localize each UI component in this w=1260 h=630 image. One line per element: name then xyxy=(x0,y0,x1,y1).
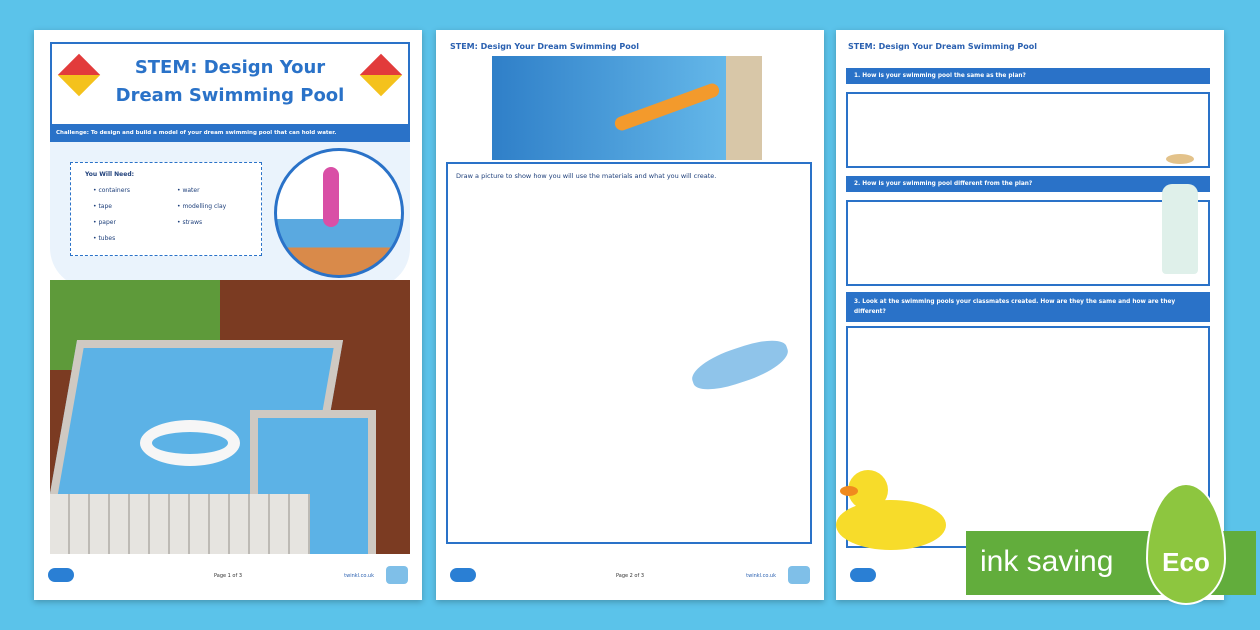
twinkl-logo-icon xyxy=(850,568,876,582)
list-item: • paper xyxy=(93,219,116,226)
quality-badge-icon xyxy=(386,566,408,584)
unicorn-float-icon xyxy=(140,420,240,466)
duck-ring xyxy=(836,500,946,550)
kite-icon xyxy=(360,54,402,96)
page-title: STEM: Design Your Dream Swimming Pool xyxy=(115,57,345,106)
list-item: • containers xyxy=(93,187,131,194)
page-number: Page 1 of 3 xyxy=(213,573,243,579)
runner-illustration xyxy=(274,148,404,278)
page-title: STEM: Design Your Dream Swimming Pool xyxy=(450,42,640,51)
footer-url: twinkl.co.uk xyxy=(344,573,374,579)
page-number: Page 2 of 3 xyxy=(615,573,645,579)
materials-heading: You Will Need: xyxy=(85,171,135,178)
pool-illustration xyxy=(50,280,410,554)
question-2: 2. How is your swimming pool different from the plan? xyxy=(846,176,1210,192)
duck-float-icon xyxy=(836,470,946,550)
list-item: • water xyxy=(177,187,200,194)
title-banner xyxy=(50,42,410,126)
list-item: • tape xyxy=(93,203,112,210)
girl-runner-icon xyxy=(323,167,339,227)
dress-icon xyxy=(1162,184,1198,274)
sun-hat-icon xyxy=(1166,154,1194,164)
worksheet-page-2 xyxy=(436,30,824,600)
materials-panel xyxy=(50,142,410,288)
diver-icon xyxy=(613,82,721,133)
question-3: 3. Look at the swimming pools your classmates created. How are they the same and how are they different? xyxy=(846,292,1210,322)
kite-icon xyxy=(58,54,100,96)
eco-badge-text: Eco xyxy=(1162,547,1210,577)
list-item: • tubes xyxy=(93,235,116,242)
pool-deck xyxy=(726,56,762,160)
ink-saving-label: ink saving xyxy=(980,545,1114,578)
worksheet-page-1 xyxy=(34,30,422,600)
duck-beak xyxy=(840,486,858,496)
question-1: 1. How is your swimming pool the same as the plan? xyxy=(846,68,1210,84)
pool-tiles xyxy=(50,494,310,554)
footer-url: twinkl.co.uk xyxy=(746,573,776,579)
page-title: STEM: Design Your Dream Swimming Pool xyxy=(848,42,1038,51)
list-item: • modelling clay xyxy=(177,203,227,210)
challenge-bar: Challenge: To design and build a model of your dream swimming pool that can hold water. xyxy=(50,124,410,142)
page-footer xyxy=(48,566,408,586)
page-footer xyxy=(450,566,810,586)
woman-watering-icon xyxy=(1154,154,1210,284)
diving-illustration xyxy=(492,56,762,160)
quality-badge-icon xyxy=(788,566,810,584)
drawing-instruction: Draw a picture to show how you will use the materials and what you will create. xyxy=(456,172,717,180)
list-item: • straws xyxy=(177,219,203,226)
materials-list xyxy=(70,162,262,256)
